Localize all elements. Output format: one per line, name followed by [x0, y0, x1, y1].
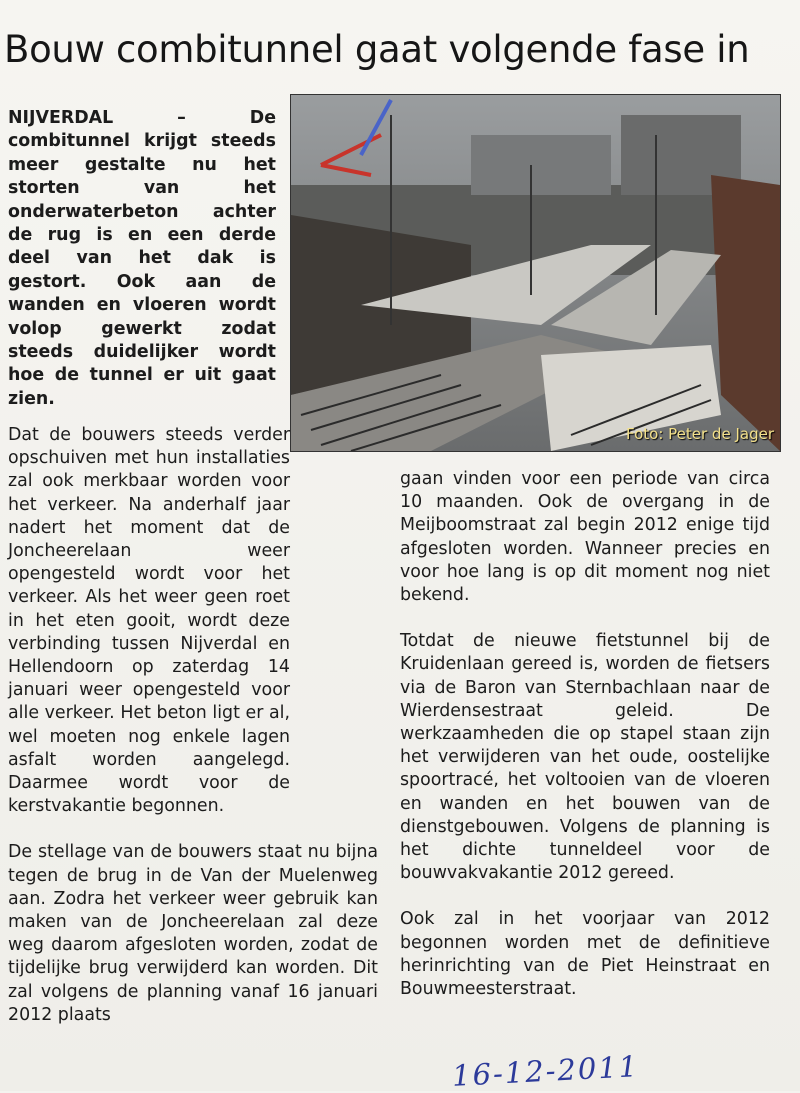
lead-text: De combitunnel krijgt steeds meer gestalte nu het storten van het onderwaterbeton achter de rug is en een derde deel van het dak is gestort. Ook aan de wanden en vloeren wordt volop gewerkt zodat steeds duidelijker wordt hoe de tunnel er uit gaat zien. [8, 108, 276, 409]
lead-paragraph [8, 107, 276, 411]
dateline: NIJVERDAL – [8, 108, 250, 128]
left-paragraph-2: De stellage van de bouwers staat nu bijna tegen de brug in de Van der Muelenweg aan. Zodra het verkeer weer gebruik kan maken van de Joncheerelaan zal deze weg daarom afgesloten worden, zodat de tijdelijke brug verwijderd kan worden. Dit zal volgens de planning vanaf 16 januari 2012 plaats [8, 842, 378, 1025]
right-paragraph-3: Ook zal in het voorjaar van 2012 begonnen worden met de definitieve herinrichting van de Piet Heinstraat en Bouwmeesterstraat. [400, 909, 770, 1000]
right-paragraph-1: gaan vinden voor een periode van circa 10 maanden. Ook de overgang in de Meijboomstraat zal begin 2012 enige tijd afgesloten worden. Wanneer precies en voor hoe lang is op dit moment nog niet bekend. [400, 469, 770, 606]
right-paragraph-2: Totdat de nieuwe fietstunnel bij de Kruidenlaan gereed is, worden de fietsers via de Baron van Sternbachlaan naar de Wierdensestraat geleid. De werkzaamheden die op stapel staan zijn het verwijderen van het oude, oostelijke spoortracé, het voltooien van de vloeren en wanden en het bouwen van de dienstgebouwen. Volgens de planning is het dichte tunneldeel voor de bouwvakvakantie 2012 gereed. [400, 631, 770, 884]
construction-photo [290, 94, 781, 452]
handwritten-date: 16-12-2011 [451, 1049, 640, 1093]
headline: Bouw combitunnel gaat volgende fase in [4, 28, 750, 71]
tunnel-construction-image [291, 95, 780, 451]
right-column [400, 468, 770, 1001]
left-paragraph-1: Dat de bouwers steeds verder opschuiven met hun installaties zal ook merkbaar worden voor het verkeer. Na anderhalf jaar nadert het moment dat de Joncheerelaan weer opengesteld wordt voor het verkeer. Als het weer geen roet in het eten gooit, wordt deze verbinding tussen Nijverdal en Hellendoorn op zaterdag 14 januari weer opengesteld voor alle verkeer. Het beton ligt er al, wel moeten nog enkele lagen asfalt worden aangelegd. Daarmee wordt voor de kerstvakantie begonnen. [8, 425, 290, 817]
photo-credit: Foto: Peter de Jager [626, 425, 774, 443]
left-column [8, 424, 378, 1027]
